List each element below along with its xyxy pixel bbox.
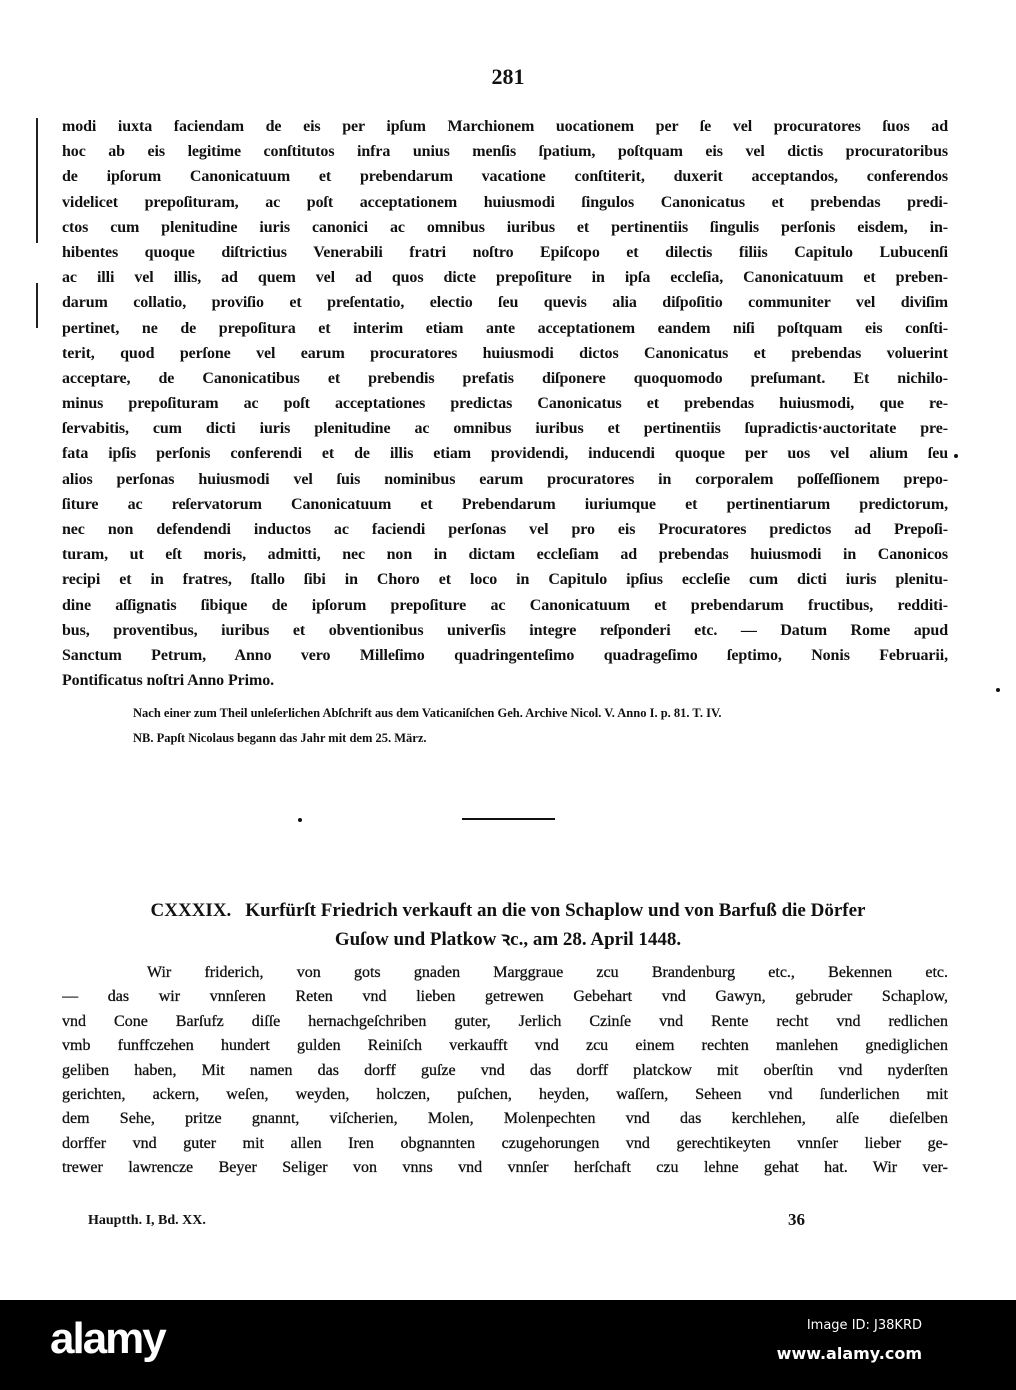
text-line: darum collatio, proviſio et preſentatio, electio ſeu quevis alia diſpoſitio communiter vel diviſim [62, 294, 948, 312]
page-number: 281 [491, 64, 525, 89]
text-line: modi iuxta faciendam de eis per ipſum Marchionem uocationem per ſe vel procuratores ſuos ad [62, 118, 948, 135]
document-body-part2 [62, 961, 948, 1181]
text-line: Pontificatus noſtri Anno Primo. [62, 672, 275, 690]
margin-mark [36, 118, 38, 243]
text-line: vnd Cone Barſufz diſſe hernachgeſchriben guter, Jerlich Czinſe vnd Rente recht vnd redlichen [62, 1012, 948, 1030]
text-line: ſervabitis, cum dicti iuris plenitudine ac omnibus iuribus et pertinentiis ſupradictis·auctoritate pre- [62, 420, 948, 438]
text-line: gerichten, ackern, weſen, weyden, holczen, puſchen, heyden, waſſern, Seheen vnd ſunderlichen mit [62, 1085, 948, 1103]
alamy-logo: alamy [50, 1314, 165, 1363]
text-line: dem Sehe, pritze gnannt, viſcherien, Molen, Molenpechten vnd das kerchlehen, alſe dieſelben [62, 1110, 948, 1128]
section-heading-line2: Guſow und Platkow ꝛc., am 28. April 1448. [334, 929, 682, 950]
footnote-source: Nach einer zum Theil unleſerlichen Abſchrift aus dem Vaticaniſchen Geh. Archive Nicol. V. Anno I. p. 81. T. IV. [133, 706, 722, 720]
text-line: minus prepoſituram ac poſt acceptationes predictas Canonicatus et prebendas huiusmodi, que re- [62, 395, 948, 413]
footnote-nb: NB. Papſt Nicolaus begann das Jahr mit dem 25. März. [133, 731, 427, 745]
text-line: ſiture ac reſervatorum Canonicatuum et Prebendarum iuriumque et pertinentiarum predictorum, [62, 495, 948, 513]
text-line: acceptare, de Canonicatibus et prebendis prefatis diſponere quoquomodo preſumant. Et nichilo- [62, 369, 948, 387]
text-line: Sanctum Petrum, Anno vero Milleſimo quadringenteſimo quadrageſimo ſeptimo, Nonis Februarii, [62, 646, 948, 664]
text-line: nec non defendendi inductos ac faciendi perſonas vel pro eis Procuratores predictos ad Prepoſi- [62, 521, 948, 538]
text-line: fata ipſis perſonis conferendi et de illis etiam providendi, inducendi quoque per uos vel alium ſeu [62, 445, 948, 463]
text-line: — das wir vnnſeren Reten vnd lieben getrewen Gebehart vnd Gawyn, gebruder Schaplow, [62, 988, 948, 1006]
text-line: trewer lawrencze Beyer Seliger von vnns vnd vnnſer herſchaft czu lehne gehat hat. Wir ver- [62, 1159, 948, 1177]
text-line: geliben haben, Mit namen das dorff guſze vnd das dorff platckow mit oberſtin vnd nyderſten [62, 1061, 948, 1079]
text-line: pertinet, ne de prepoſitura et interim etiam ante acceptationem eandem niſi poſtquam eis conſti- [62, 319, 948, 337]
watermark-url: www.alamy.com [776, 1344, 922, 1363]
text-line: terit, quod perſone vel earum procuratores huiusmodi dictos Canonicatus et prebendas voluerint [62, 344, 948, 362]
section-title: Kurfürſt Friedrich verkauft an die von Schaplow und von Barfuß die Dörfer [245, 900, 866, 921]
text-line: Wir friderich, von gots gnaden Marggraue zcu Brandenburg etc., Bekennen etc. [147, 964, 948, 981]
signature-mark: Hauptth. I, Bd. XX. [88, 1213, 206, 1228]
text-line: turam, ut eſt moris, admitti, nec non in dictam eccleſiam ad prebendas huiusmodi in Canonicos [62, 546, 948, 564]
sheet-number: 36 [788, 1210, 805, 1229]
document-body-part1 [62, 114, 948, 693]
text-line: vmb funffczehen hundert gulden Reiniſch verkaufft vnd zcu einem rechten manlehen gnediglichen [62, 1037, 948, 1055]
text-line: ac illi vel illis, ad quem vel ad quos dicte prepoſiture in ipſa eccleſia, Canonicatuum et preben- [62, 269, 948, 287]
text-line: hibentes quoque diſtrictius Venerabili fratri noſtro Epiſcopo et dilectis filiis Capitulo Lubucenſi [62, 243, 948, 261]
speck [954, 454, 958, 458]
text-line: hoc ab eis legitime conſtitutos infra unius menſis ſpatium, poſtquam eis vel dictis procuratoribus [62, 143, 948, 161]
speck [298, 818, 302, 822]
text-line: de ipſorum Canonicatuum et prebendarum vacatione conſtiterit, duxerit acceptandos, conferendos [62, 168, 948, 186]
text-line: ctos cum plenitudine iuris canonici ac omnibus iuribus et pertinentiis ſingulis perſonis eisdem, in- [62, 218, 948, 236]
text-line: dorffer vnd guter mit allen Iren obgnannten czugehorungen vnd gerechtikeyten vnnſer lieber ge- [62, 1134, 948, 1152]
speck [996, 688, 1000, 692]
text-line: bus, proventibus, iuribus et obventionibus univerſis integre reſponderi etc. — Datum Rome apud [62, 621, 948, 639]
text-line: recipi et in fratres, ſtallo ſibi in Choro et loco in Capitulo ipſius eccleſie cum dicti iuris plenitu- [62, 571, 948, 589]
text-line: videlicet prepoſituram, ac poſt acceptationem huiusmodi ſingulos Canonicatus et prebendas predi- [62, 193, 948, 211]
section-heading-line1 [0, 900, 1016, 922]
section-number: CXXXIX. [150, 900, 232, 921]
section-divider [462, 818, 555, 820]
text-line: alios perſonas huiusmodi vel ſuis nominibus earum procuratores in corporalem poſſeſſionem prepo- [62, 470, 948, 488]
image-id: Image ID: J38KRD [806, 1318, 922, 1333]
text-line: dine aſſignatis ſibique de ipſorum prepoſiture ac Canonicatuum et prebendarum fructibus, redditi- [62, 596, 948, 614]
margin-mark [36, 283, 38, 328]
watermark-bar [0, 1300, 1016, 1390]
